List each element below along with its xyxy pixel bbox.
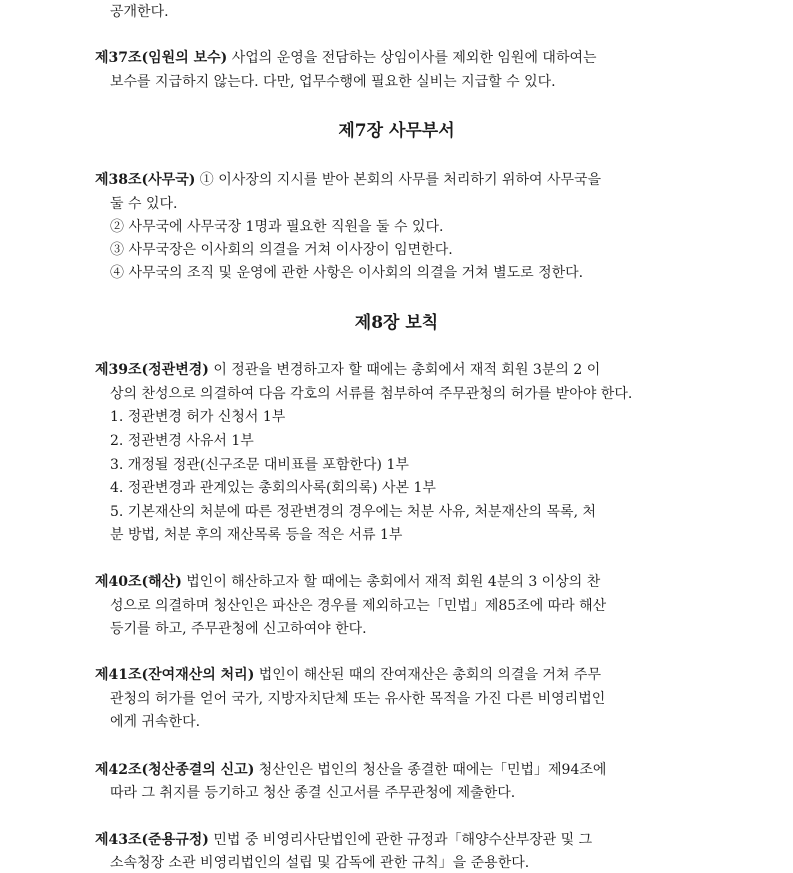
article-38-heading: 제38조(사무국) (95, 172, 196, 188)
article-43-line-1 (95, 830, 592, 850)
chapter-7-title: 제7장 사무부서 (338, 121, 455, 141)
article-42-line-2: 따라 그 취지를 등기하고 청산 종결 신고서를 주무관청에 제출한다. (110, 785, 516, 801)
article-39-item-2: 2. 정관변경 사유서 1부 (110, 433, 254, 449)
chapter-8-title: 제8장 보칙 (354, 313, 439, 333)
article-38-para-3: ③ 사무국장은 이사회의 의결을 거쳐 이사장이 임면한다. (110, 242, 453, 258)
article-41-text: 법인이 해산된 때의 잔여재산은 총회의 의결을 거쳐 주무 (254, 667, 601, 683)
article-39-item-4: 4. 정관변경과 관계있는 총회의사록(회의록) 사본 1부 (110, 480, 436, 496)
article-39-item-3: 3. 개정될 정관(신구조문 대비표를 포함한다) 1부 (110, 457, 409, 473)
article-39-heading: 제39조(정관변경) (95, 362, 209, 378)
article-37-text: 사업의 운영을 전담하는 상임이사를 제외한 임원에 대하여는 (227, 50, 597, 66)
prev-article-tail: 공개한다. (110, 4, 169, 20)
article-43-line-2: 소속청장 소관 비영리법인의 설립 및 감독에 관한 규칙」을 준용한다. (110, 855, 530, 871)
article-42-line-1 (95, 760, 606, 780)
article-43-heading: 제43조(준용규정) (95, 832, 209, 848)
article-40-line-2: 성으로 의결하며 청산인은 파산은 경우를 제외하고는「민법」제85조에 따라 해산 (110, 598, 607, 614)
article-40-line-1 (95, 572, 600, 592)
article-39-item-1: 1. 정관변경 허가 신청서 1부 (110, 409, 286, 425)
article-41-line-3: 에게 귀속한다. (110, 714, 201, 730)
article-41-heading: 제41조(잔여재산의 처리) (95, 667, 255, 683)
article-38-para-2: ② 사무국에 사무국장 1명과 필요한 직원을 둘 수 있다. (110, 219, 444, 235)
article-43-text: 민법 중 비영리사단법인에 관한 규정과「해양수산부장관 및 그 (208, 832, 593, 848)
article-40-heading: 제40조(해산) (95, 574, 182, 590)
article-39-text: 이 정관을 변경하고자 할 때에는 총회에서 재적 회원 3분의 2 이 (208, 362, 601, 378)
article-42-heading: 제42조(청산종결의 신고) (95, 762, 255, 778)
article-38-para-4: ④ 사무국의 조직 및 운영에 관한 사항은 이사회의 의결을 거쳐 별도로 정한다. (110, 265, 584, 281)
article-42-text: 청산인은 법인의 청산을 종결한 때에는「민법」제94조에 (254, 762, 607, 778)
article-38-line-1 (95, 170, 601, 190)
article-39-item-5b: 분 방법, 처분 후의 재산목록 등을 적은 서류 1부 (110, 527, 403, 543)
article-41-line-2: 관청의 허가를 얻어 국가, 지방자치단체 또는 유사한 목적을 가진 다른 비영리법인 (110, 691, 606, 707)
article-37-line-1 (95, 48, 597, 68)
article-40-text: 법인이 해산하고자 할 때에는 총회에서 재적 회원 4분의 3 이상의 찬 (181, 574, 601, 590)
article-38-line-2: 둘 수 있다. (110, 196, 178, 212)
article-38-text: ① 이사장의 지시를 받아 본회의 사무를 처리하기 위하여 사무국을 (195, 172, 602, 188)
article-40-line-3: 등기를 하고, 주무관청에 신고하여야 한다. (110, 621, 367, 637)
article-37-line-2: 보수를 지급하지 않는다. 다만, 업무수행에 필요한 실비는 지급할 수 있다. (110, 74, 556, 90)
article-37-heading: 제37조(임원의 보수) (95, 50, 228, 66)
article-41-line-1 (95, 665, 601, 685)
article-39-line-1 (95, 360, 600, 380)
article-39-item-5a: 5. 기본재산의 처분에 따른 정관변경의 경우에는 처분 사유, 처분재산의 목록, 처 (110, 504, 597, 520)
article-39-line-2: 상의 찬성으로 의결하여 다음 각호의 서류를 첨부하여 주무관청의 허가를 받아야 한다. (110, 386, 633, 402)
